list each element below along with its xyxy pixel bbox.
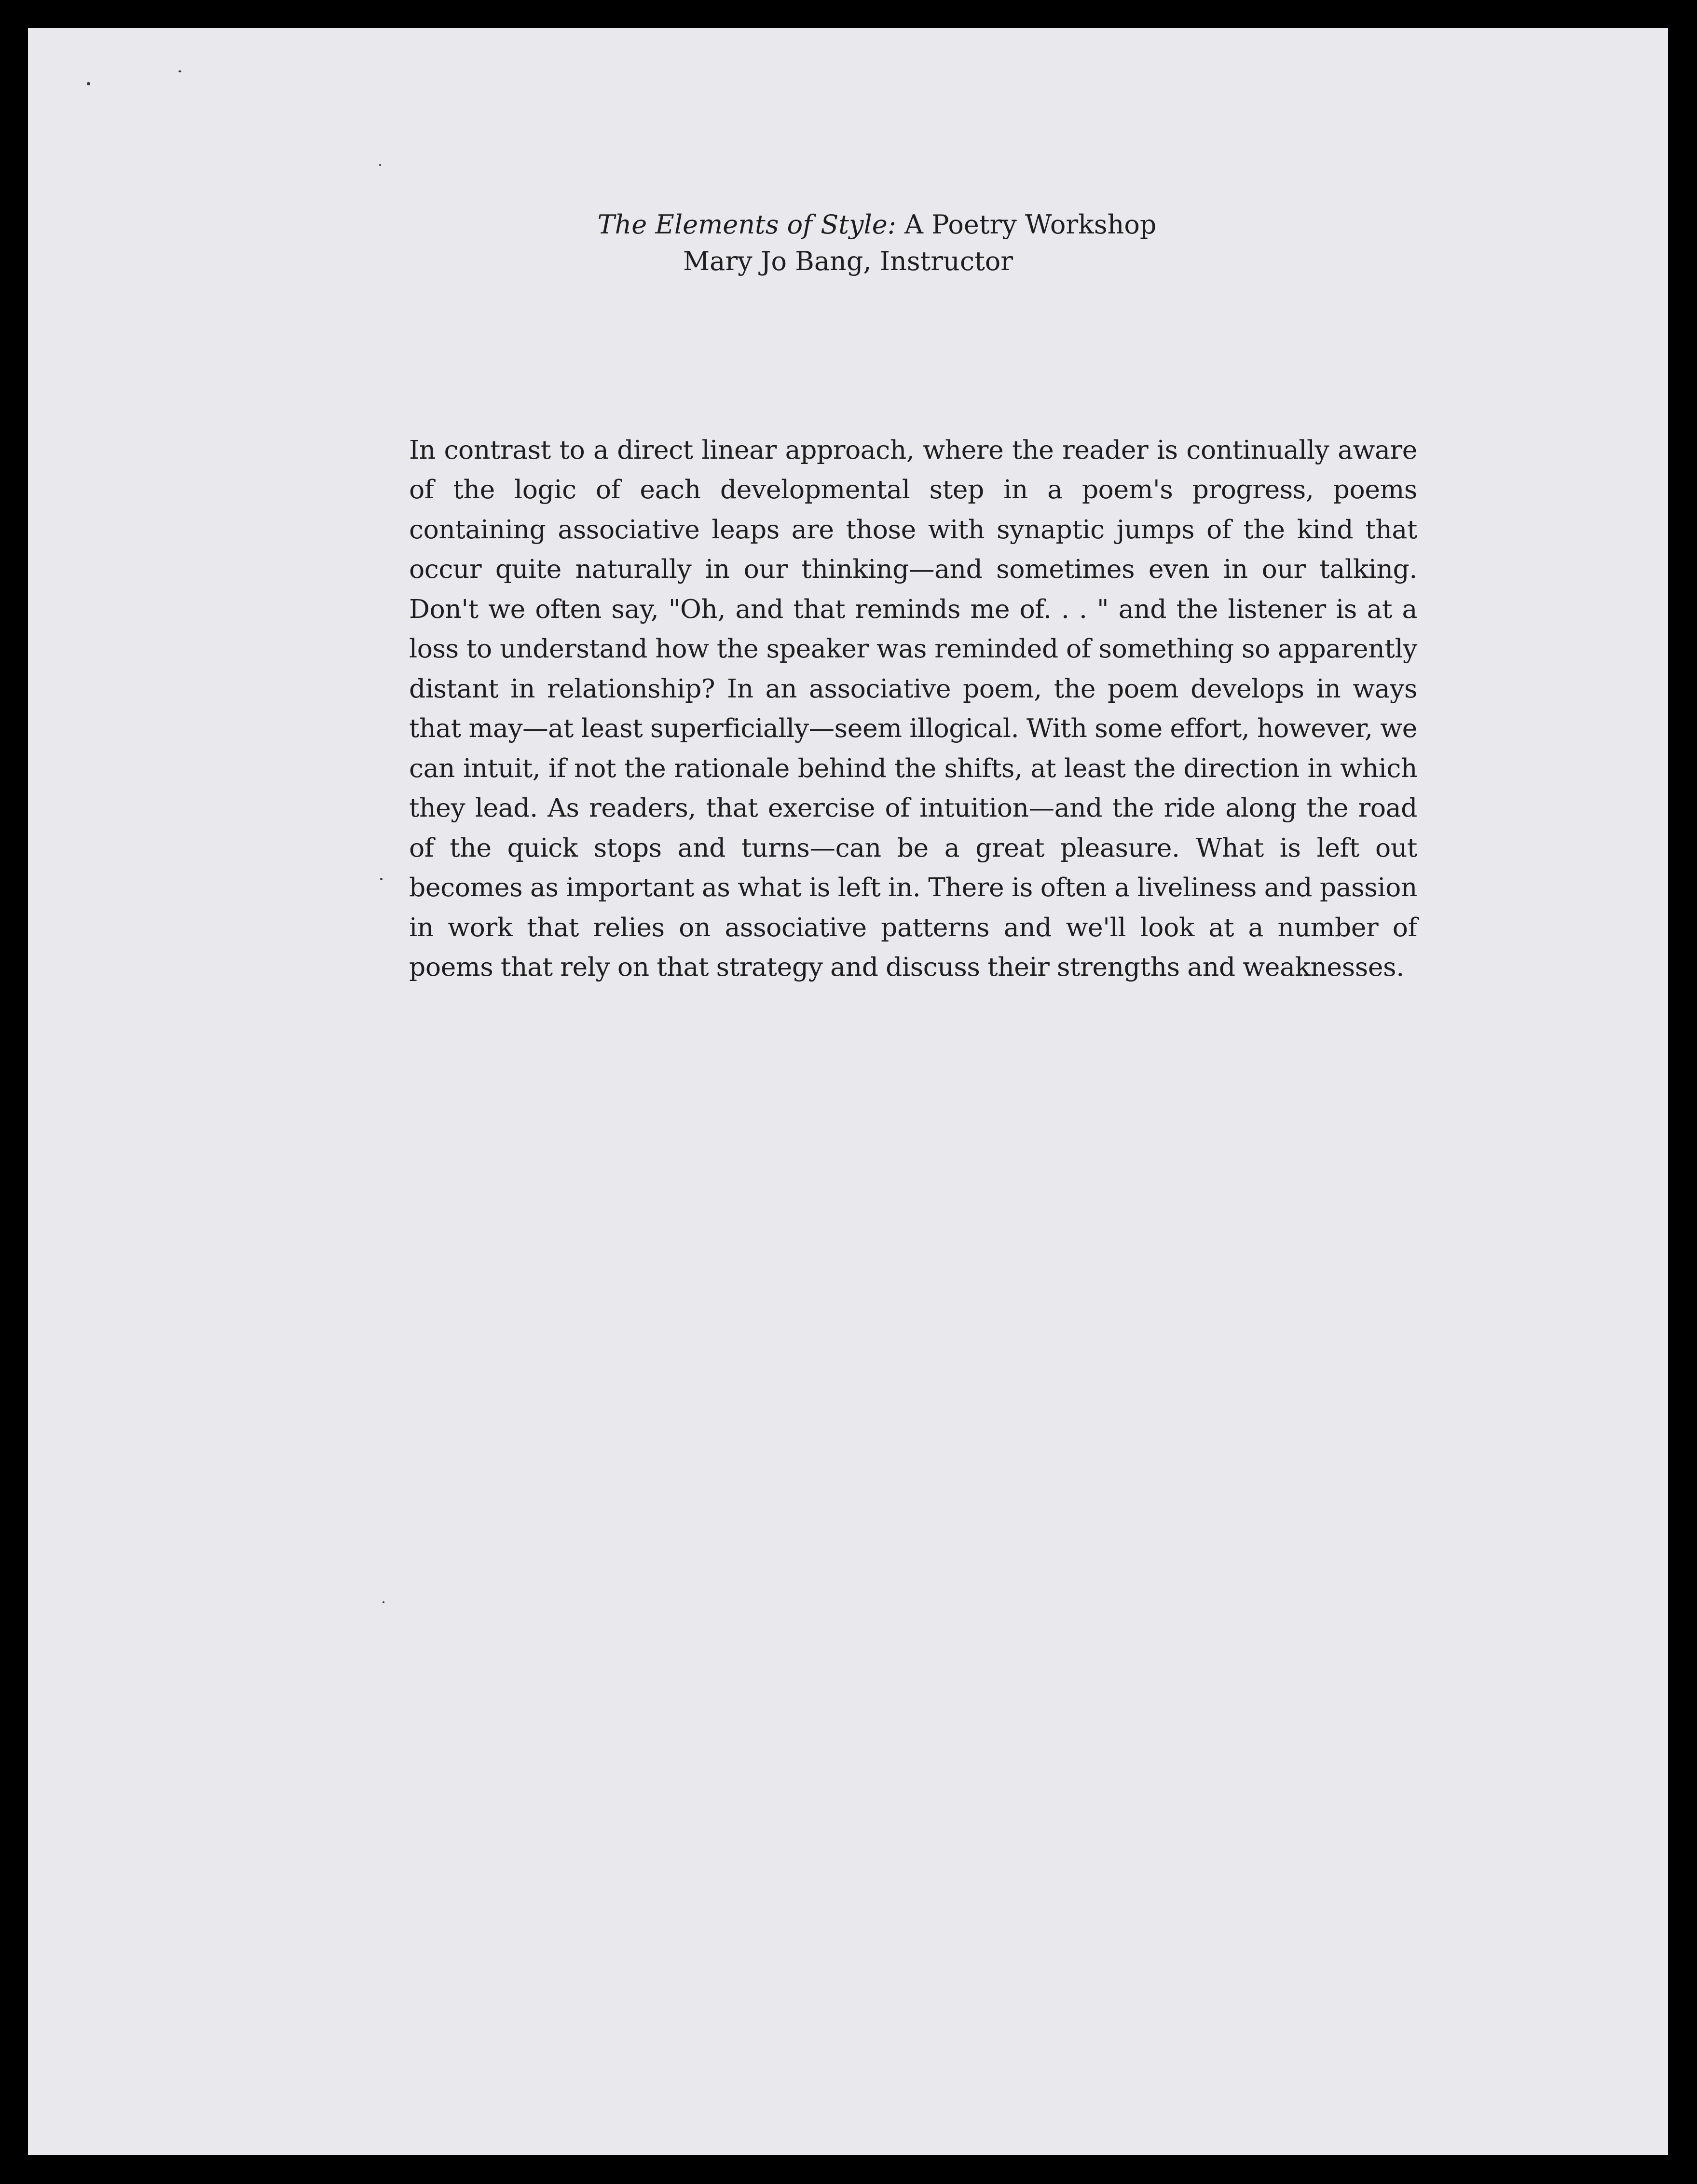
workshop-subtitle: A Poetry Workshop bbox=[896, 209, 1157, 240]
workshop-title bbox=[28, 206, 1668, 243]
scan-speck bbox=[379, 164, 381, 166]
scan-speck bbox=[178, 70, 181, 72]
document-page bbox=[28, 28, 1668, 2155]
scan-speck bbox=[87, 82, 90, 85]
scan-speck bbox=[380, 878, 383, 880]
book-title: The Elements of Style: bbox=[597, 209, 896, 240]
scan-speck bbox=[383, 1601, 384, 1603]
document-header bbox=[28, 206, 1668, 280]
body-paragraph: In contrast to a direct linear approach, where the reader is continually aware of the logic of each developmental step in a poem's progress, poems containing associative leaps are those with synaptic jumps of the kind that occur quite naturally in our thinking—and sometimes even in our talking. Don't we often say, "Oh, and that reminds me of. . . " and the listener is at a loss to understand how the speaker was reminded of something so apparently distant in relationship? In an associative poem, the poem develops in ways that may—at least superficially—seem illogical. With some effort, however, we can intuit, if not the rationale behind the shifts, at least the direction in which they lead. As readers, that exercise of intuition—and the ride along the road of the quick stops and turns—can be a great pleasure. What is left out becomes as important as what is left in. There is often a liveliness and passion in work that relies on associative patterns and we'll look at a number of poems that rely on that strategy and discuss their strengths and weaknesses. bbox=[409, 434, 1417, 982]
instructor-line: Mary Jo Bang, Instructor bbox=[683, 246, 1013, 276]
